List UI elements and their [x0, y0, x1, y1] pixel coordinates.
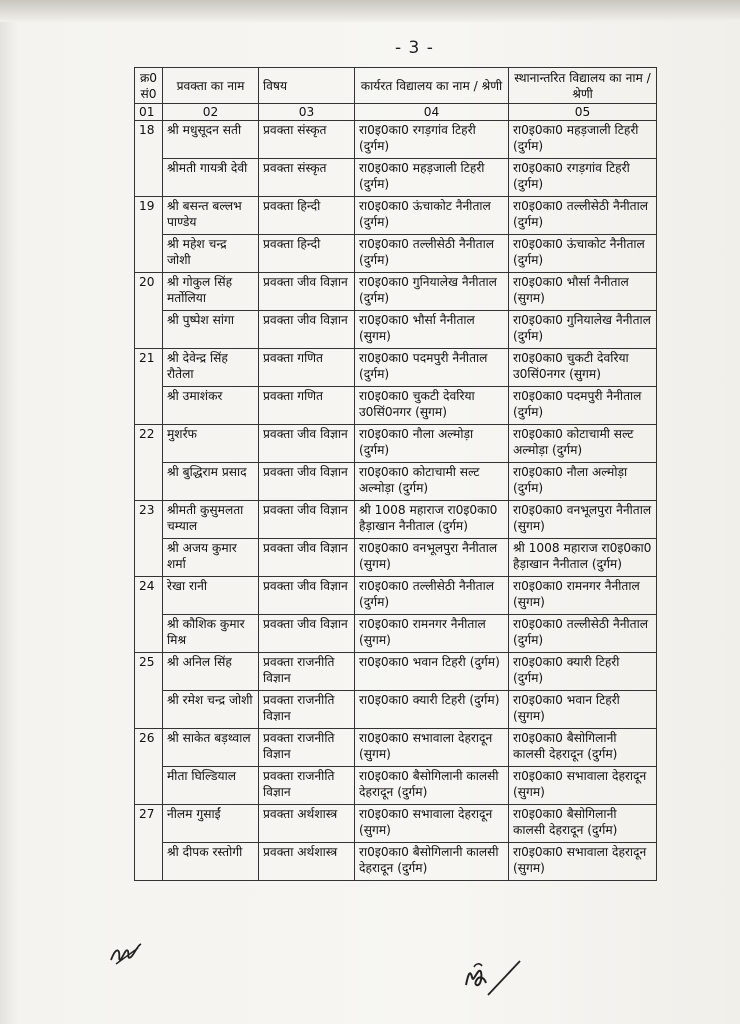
subject: प्रवक्ता गणित [259, 349, 355, 387]
current-school: रा0इ0का0 रामनगर नैनीताल (सुगम) [355, 615, 509, 653]
table-row [135, 311, 657, 349]
table-row [135, 235, 657, 273]
table-row [135, 349, 657, 387]
subject: प्रवक्ता जीव विज्ञान [259, 311, 355, 349]
transferred-school: रा0इ0का0 क्यारी टिहरी (दुर्गम) [509, 653, 657, 691]
current-school: रा0इ0का0 ऊंचाकोट नैनीताल (दुर्गम) [355, 197, 509, 235]
lecturer-name: श्री मधुसूदन सती [163, 121, 259, 159]
subject: प्रवक्ता जीव विज्ञान [259, 577, 355, 615]
serial-number: 25 [135, 653, 163, 729]
subject: प्रवक्ता अर्थशास्त्र [259, 843, 355, 881]
transferred-school: रा0इ0का0 बैसोगिलानी कालसी देहरादून (दुर्गम) [509, 805, 657, 843]
subject: प्रवक्ता जीव विज्ञान [259, 273, 355, 311]
current-school: रा0इ0का0 गुनियालेख नैनीताल (दुर्गम) [355, 273, 509, 311]
subject: प्रवक्ता जीव विज्ञान [259, 539, 355, 577]
lecturer-name: रेखा रानी [163, 577, 259, 615]
table-body [135, 121, 657, 881]
transferred-school: श्री 1008 महाराज रा0इ0का0 हैड़ाखान नैनीताल (दुर्गम) [509, 539, 657, 577]
transferred-school: रा0इ0का0 सभावाला देहरादून (सुगम) [509, 767, 657, 805]
page-top-shadow [0, 0, 740, 22]
table-row [135, 767, 657, 805]
serial-number: 20 [135, 273, 163, 349]
table-row [135, 539, 657, 577]
table-row [135, 121, 657, 159]
subject: प्रवक्ता हिन्दी [259, 197, 355, 235]
transferred-school: रा0इ0का0 गुनियालेख नैनीताल (दुर्गम) [509, 311, 657, 349]
lecturer-name: श्री अनिल सिंह [163, 653, 259, 691]
lecturer-name: श्री उमाशंकर [163, 387, 259, 425]
subject: प्रवक्ता जीव विज्ञान [259, 501, 355, 539]
table-row [135, 729, 657, 767]
header-number: 05 [509, 104, 657, 121]
table-row [135, 463, 657, 501]
header-serial: क्र0 सं0 [135, 68, 163, 104]
serial-number: 18 [135, 121, 163, 197]
page-number: - 3 - [395, 38, 434, 58]
subject: प्रवक्ता राजनीति विज्ञान [259, 767, 355, 805]
table-row [135, 843, 657, 881]
lecturer-name: श्री पुष्पेश सांगा [163, 311, 259, 349]
current-school: रा0इ0का0 चुकटी देवरिया उ0सिं0नगर (सुगम) [355, 387, 509, 425]
lecturer-name: श्रीमती गायत्री देवी [163, 159, 259, 197]
header-current-school: कार्यरत विद्यालय का नाम / श्रेणी [355, 68, 509, 104]
transferred-school: रा0इ0का0 भौर्सा नैनीताल (सुगम) [509, 273, 657, 311]
current-school: रा0इ0का0 क्यारी टिहरी (दुर्गम) [355, 691, 509, 729]
serial-number: 26 [135, 729, 163, 805]
transferred-school: रा0इ0का0 वनभूलपुरा नैनीताल (सुगम) [509, 501, 657, 539]
current-school: रा0इ0का0 सभावाला देहरादून (सुगम) [355, 805, 509, 843]
table-row [135, 273, 657, 311]
header-number: 01 [135, 104, 163, 121]
subject: प्रवक्ता राजनीति विज्ञान [259, 691, 355, 729]
subject: प्रवक्ता जीव विज्ञान [259, 463, 355, 501]
serial-number: 22 [135, 425, 163, 501]
current-school: रा0इ0का0 तल्लीसेठी नैनीताल (दुर्गम) [355, 235, 509, 273]
serial-number: 27 [135, 805, 163, 881]
lecturer-name: मुशर्रफ [163, 425, 259, 463]
table-row [135, 653, 657, 691]
current-school: रा0इ0का0 कोटाचामी सल्ट अल्मोड़ा (दुर्गम) [355, 463, 509, 501]
current-school: रा0इ0का0 वनभूलपुरा नैनीताल (सुगम) [355, 539, 509, 577]
subject: प्रवक्ता हिन्दी [259, 235, 355, 273]
current-school: रा0इ0का0 महड़जाली टिहरी (दुर्गम) [355, 159, 509, 197]
transferred-school: रा0इ0का0 तल्लीसेठी नैनीताल (दुर्गम) [509, 615, 657, 653]
current-school: रा0इ0का0 बैसोगिलानी कालसी देहरादून (दुर्गम) [355, 767, 509, 805]
table-row [135, 197, 657, 235]
current-school: रा0इ0का0 पदमपुरी नैनीताल (दुर्गम) [355, 349, 509, 387]
header-subject: विषय [259, 68, 355, 104]
table-row [135, 577, 657, 615]
lecturer-name: श्री बुद्धिराम प्रसाद [163, 463, 259, 501]
current-school: रा0इ0का0 सभावाला देहरादून (सुगम) [355, 729, 509, 767]
subject: प्रवक्ता संस्कृत [259, 159, 355, 197]
header-name: प्रवक्ता का नाम [163, 68, 259, 104]
lecturer-name: श्री गोकुल सिंह मर्तोलिया [163, 273, 259, 311]
current-school: रा0इ0का0 नौला अल्मोड़ा (दुर्गम) [355, 425, 509, 463]
lecturer-name: श्री कौशिक कुमार मिश्र [163, 615, 259, 653]
subject: प्रवक्ता अर्थशास्त्र [259, 805, 355, 843]
header-number: 04 [355, 104, 509, 121]
subject: प्रवक्ता राजनीति विज्ञान [259, 729, 355, 767]
transferred-school: रा0इ0का0 नौला अल्मोड़ा (दुर्गम) [509, 463, 657, 501]
transferred-school: रा0इ0का0 चुकटी देवरिया उ0सिं0नगर (सुगम) [509, 349, 657, 387]
lecturer-name: श्री महेश चन्द्र जोशी [163, 235, 259, 273]
transferred-school: रा0इ0का0 तल्लीसेठी नैनीताल (दुर्गम) [509, 197, 657, 235]
table-row [135, 159, 657, 197]
header-number: 03 [259, 104, 355, 121]
lecturer-name: श्रीमती कुसुमलता चम्याल [163, 501, 259, 539]
serial-number: 21 [135, 349, 163, 425]
header-transferred-school: स्थानान्तरित विद्यालय का नाम / श्रेणी [509, 68, 657, 104]
signature-mark [460, 955, 525, 997]
transferred-school: रा0इ0का0 ऊंचाकोट नैनीताल (दुर्गम) [509, 235, 657, 273]
serial-number: 23 [135, 501, 163, 577]
current-school: रा0इ0का0 तल्लीसेठी नैनीताल (दुर्गम) [355, 577, 509, 615]
subject: प्रवक्ता जीव विज्ञान [259, 425, 355, 463]
subject: प्रवक्ता जीव विज्ञान [259, 615, 355, 653]
lecturer-name: श्री दीपक रस्तोगी [163, 843, 259, 881]
transferred-school: रा0इ0का0 सभावाला देहरादून (सुगम) [509, 843, 657, 881]
lecturer-name: श्री बसन्त बल्लभ पाण्डेय [163, 197, 259, 235]
transferred-school: रा0इ0का0 भवान टिहरी (सुगम) [509, 691, 657, 729]
table-row [135, 805, 657, 843]
table-row [135, 387, 657, 425]
subject: प्रवक्ता राजनीति विज्ञान [259, 653, 355, 691]
header-number: 02 [163, 104, 259, 121]
header-number-row [135, 104, 657, 121]
lecturer-name: श्री देवेन्द्र सिंह रौतेला [163, 349, 259, 387]
transferred-school: रा0इ0का0 रगड़गांव टिहरी (दुर्गम) [509, 159, 657, 197]
lecturer-name: नीलम गुसाईं [163, 805, 259, 843]
current-school: रा0इ0का0 बैसोगिलानी कालसी देहरादून (दुर्गम) [355, 843, 509, 881]
lecturer-name: श्री अजय कुमार शर्मा [163, 539, 259, 577]
table-row [135, 615, 657, 653]
table-row [135, 501, 657, 539]
serial-number: 24 [135, 577, 163, 653]
table-row [135, 691, 657, 729]
transferred-school: रा0इ0का0 रामनगर नैनीताल (सुगम) [509, 577, 657, 615]
current-school: श्री 1008 महाराज रा0इ0का0 हैड़ाखान नैनीताल (दुर्गम) [355, 501, 509, 539]
serial-number: 19 [135, 197, 163, 273]
current-school: रा0इ0का0 भवान टिहरी (दुर्गम) [355, 653, 509, 691]
subject: प्रवक्ता संस्कृत [259, 121, 355, 159]
lecturer-name: श्री रमेश चन्द्र जोशी [163, 691, 259, 729]
transferred-school: रा0इ0का0 कोटाचामी सल्ट अल्मोड़ा (दुर्गम) [509, 425, 657, 463]
lecturer-name: मीता घिल्डियाल [163, 767, 259, 805]
current-school: रा0इ0का0 भौर्सा नैनीताल (सुगम) [355, 311, 509, 349]
subject: प्रवक्ता गणित [259, 387, 355, 425]
transfer-table [134, 67, 657, 881]
transferred-school: रा0इ0का0 पदमपुरी नैनीताल (दुर्गम) [509, 387, 657, 425]
lecturer-name: श्री साकेत बड़थ्वाल [163, 729, 259, 767]
header-row [135, 68, 657, 104]
transferred-school: रा0इ0का0 बैसोगिलानी कालसी देहरादून (दुर्गम) [509, 729, 657, 767]
table-row [135, 425, 657, 463]
initials-mark [108, 938, 150, 968]
current-school: रा0इ0का0 रगड़गांव टिहरी (दुर्गम) [355, 121, 509, 159]
transferred-school: रा0इ0का0 महड़जाली टिहरी (दुर्गम) [509, 121, 657, 159]
